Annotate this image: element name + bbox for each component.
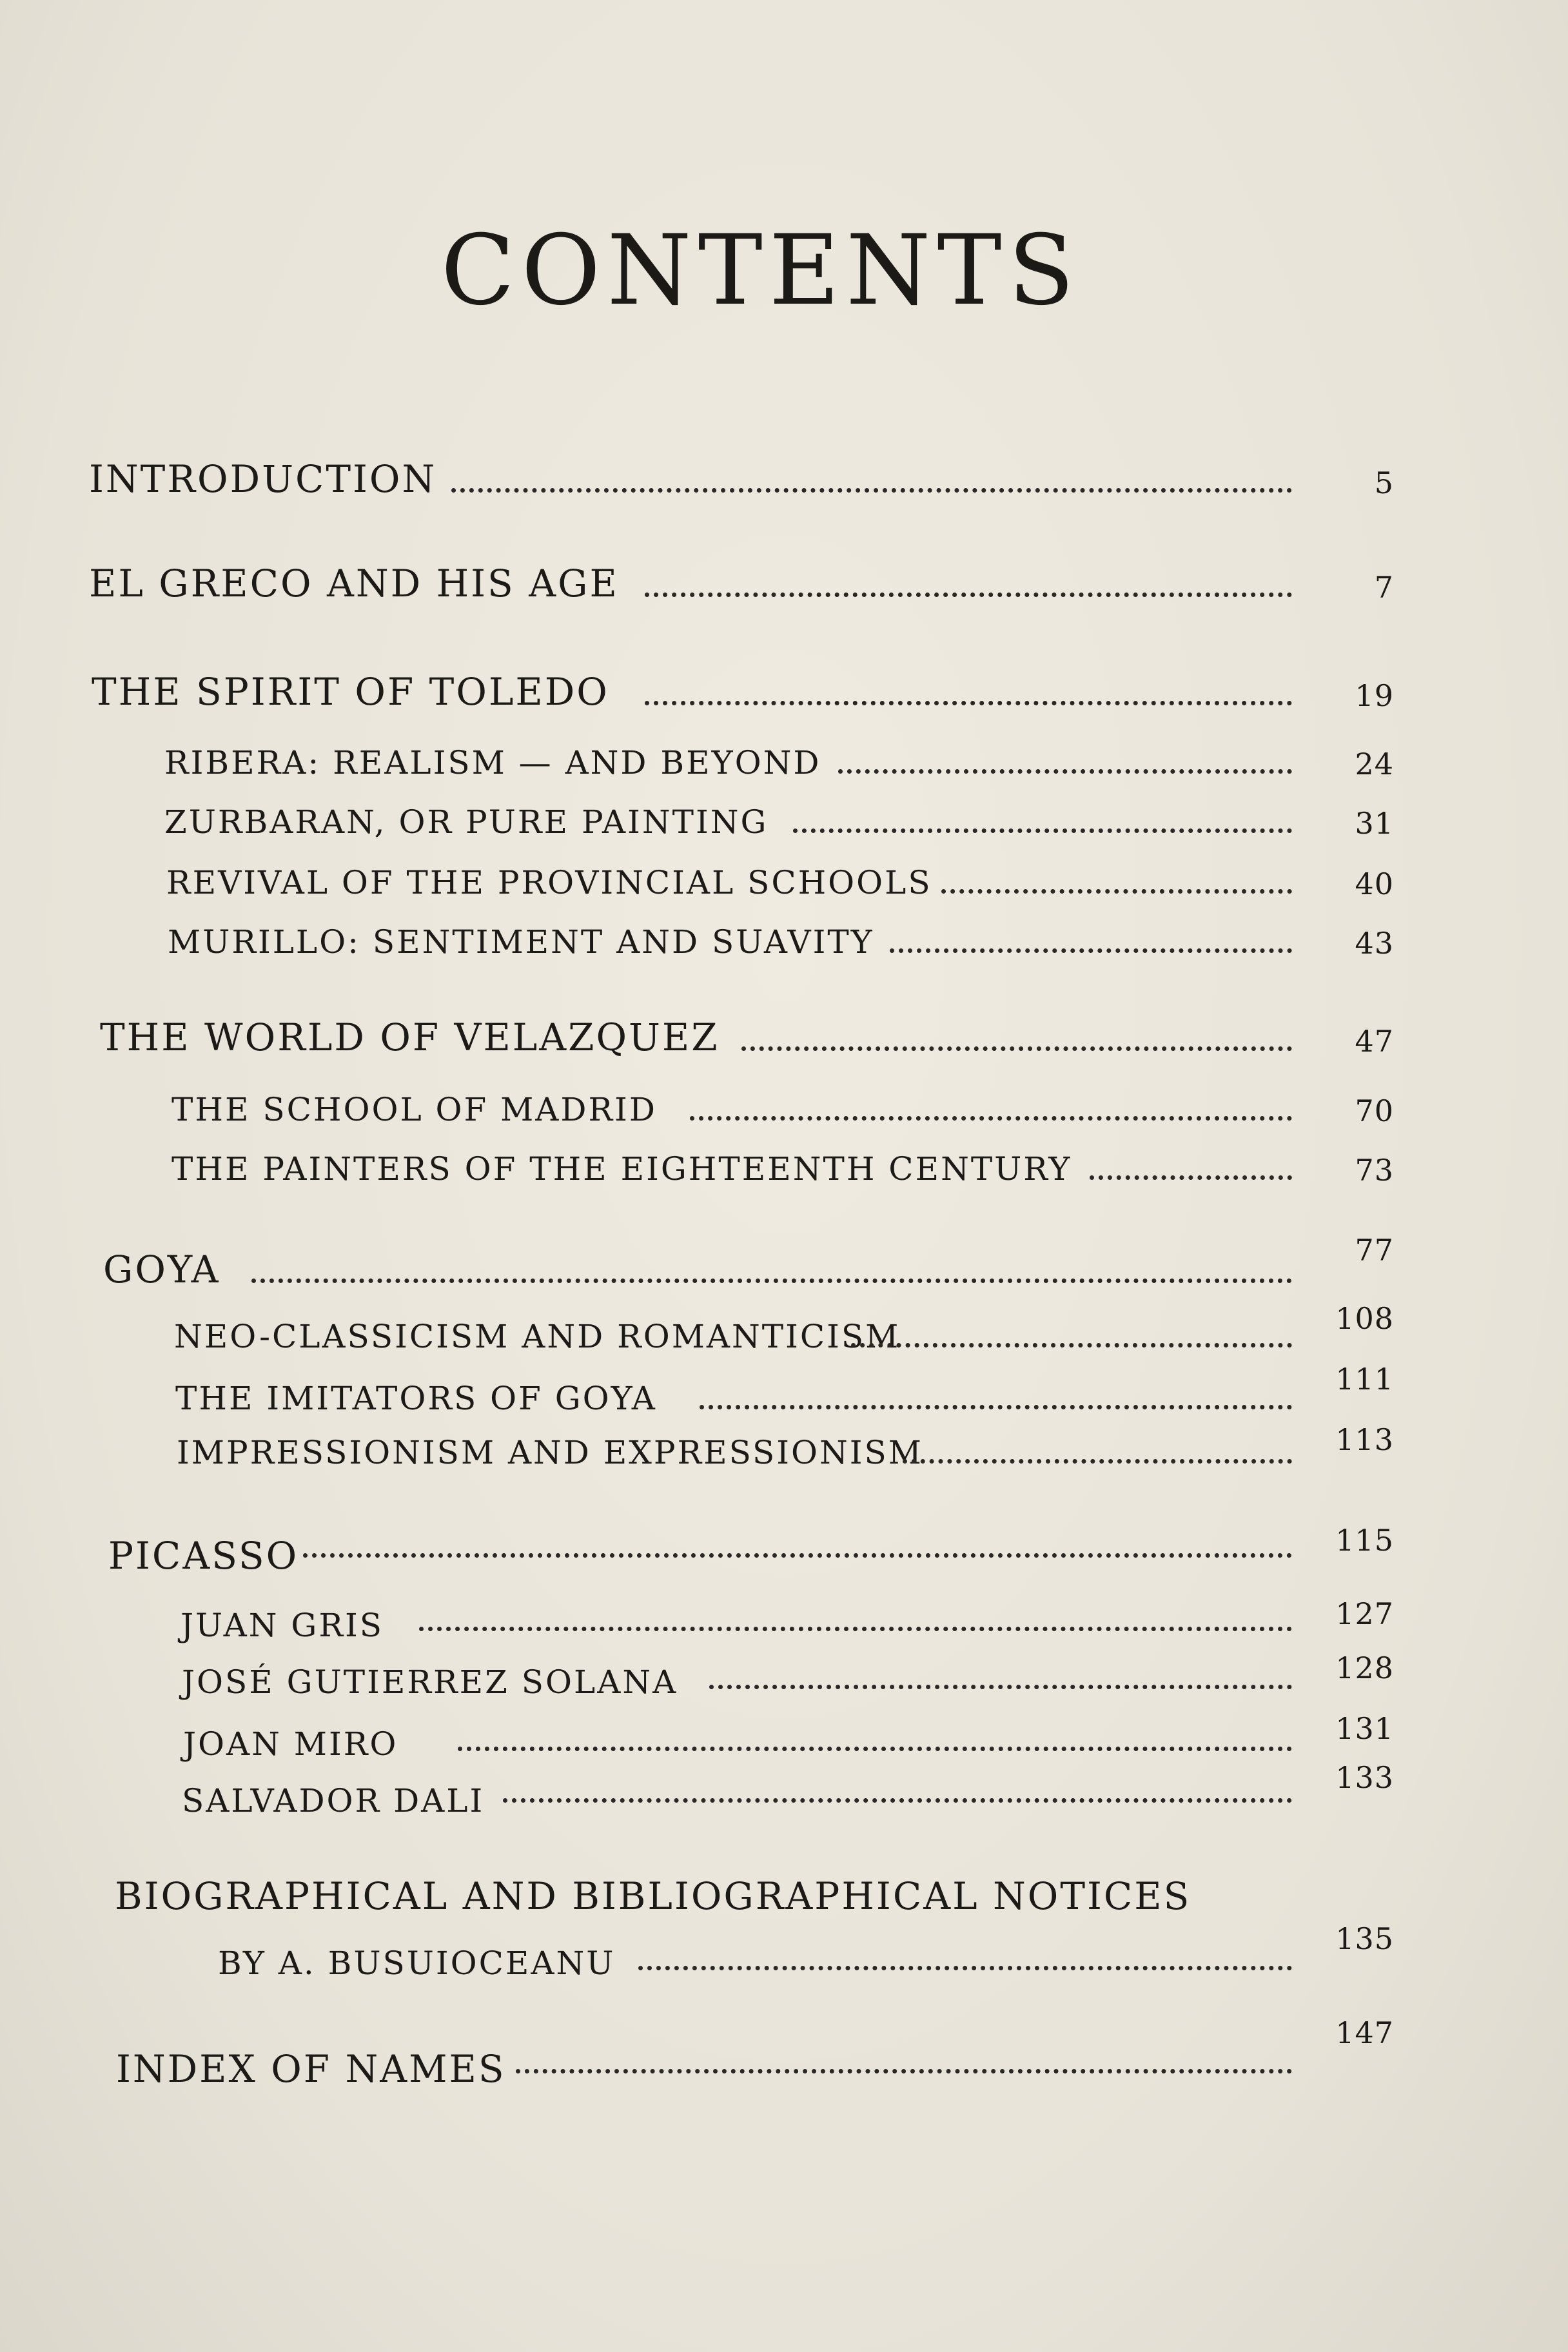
toc-entry-ribera — [0, 736, 1568, 788]
toc-label: RIBERA: REALISM — AND BEYOND — [164, 744, 821, 781]
toc-entry-salvador-dali — [0, 1760, 1568, 1826]
toc-entry-goya — [0, 1233, 1568, 1297]
toc-entry-revival-provincial-schools — [0, 856, 1568, 908]
toc-entry-neo-classicism — [0, 1301, 1568, 1362]
dot-leader — [1090, 1175, 1292, 1180]
toc-entry-imitators-of-goya — [0, 1362, 1568, 1424]
toc-page-number: 70 — [1355, 1093, 1394, 1128]
toc-entry-world-of-velazquez — [0, 1014, 1568, 1065]
dot-leader — [419, 1627, 1292, 1631]
toc-label: JOAN MIRO — [183, 1725, 398, 1763]
toc-entry-introduction — [0, 455, 1568, 507]
dot-leader — [903, 1459, 1292, 1464]
dot-leader — [851, 1343, 1292, 1348]
toc-label: INTRODUCTION — [89, 457, 437, 501]
dot-leader — [638, 1966, 1292, 1970]
dot-leader — [700, 1405, 1292, 1409]
toc-page-number: 24 — [1355, 747, 1394, 781]
toc-entry-by-busuioceanu — [0, 1921, 1568, 1988]
toc-label: MURILLO: SENTIMENT AND SUAVITY — [168, 923, 874, 961]
toc-page-number: 47 — [1355, 1024, 1394, 1059]
toc-label: ZURBARAN, OR PURE PAINTING — [164, 803, 769, 841]
toc-page-number: 108 — [1335, 1301, 1394, 1336]
toc-page-number: 115 — [1335, 1523, 1394, 1558]
toc-entry-juan-gris — [0, 1596, 1568, 1651]
toc-label: THE SPIRIT OF TOLEDO — [92, 670, 609, 714]
toc-entry-spirit-of-toledo — [0, 668, 1568, 720]
toc-label: REVIVAL OF THE PROVINCIAL SCHOOLS — [166, 864, 932, 901]
toc-page-number: 147 — [1335, 2015, 1394, 2050]
toc-entry-murillo — [0, 916, 1568, 967]
toc-label: PICASSO — [108, 1534, 299, 1578]
dot-leader — [690, 1116, 1292, 1121]
toc-label: JOSÉ GUTIERREZ SOLANA — [182, 1663, 678, 1701]
dot-leader — [303, 1553, 1292, 1558]
toc-label: THE SCHOOL OF MADRID — [172, 1091, 657, 1128]
toc-entry-zurbaran — [0, 796, 1568, 847]
dot-leader — [645, 593, 1292, 597]
toc-page-number: 7 — [1374, 570, 1394, 605]
toc-label: GOYA — [103, 1248, 220, 1291]
toc-entry-index-of-names — [0, 2015, 1568, 2097]
toc-page-number: 77 — [1355, 1233, 1394, 1268]
dot-leader — [503, 1798, 1292, 1803]
toc-entry-school-of-madrid — [0, 1083, 1568, 1135]
dot-leader — [516, 2069, 1292, 2073]
toc-label: INDEX OF NAMES — [116, 2047, 506, 2091]
toc-label: NEO-CLASSICISM AND ROMANTICISM — [174, 1318, 901, 1355]
toc-entry-biographical-notices — [0, 1872, 1568, 1924]
toc-label: BY A. BUSUIOCEANU — [218, 1945, 616, 1982]
toc-page-number: 133 — [1335, 1760, 1394, 1795]
toc-entry-jose-gutierrez-solana — [0, 1651, 1568, 1707]
toc-page-number: 128 — [1335, 1651, 1394, 1685]
dot-leader — [838, 769, 1292, 774]
dot-leader — [741, 1046, 1292, 1051]
toc-page-number: 127 — [1335, 1596, 1394, 1631]
toc-page-number: 73 — [1355, 1153, 1394, 1188]
toc-entry-eighteenth-century — [0, 1142, 1568, 1194]
dot-leader — [251, 1279, 1292, 1283]
toc-page-number: 111 — [1335, 1362, 1394, 1396]
toc-page-number: 19 — [1355, 678, 1394, 713]
toc-entry-impressionism — [0, 1422, 1568, 1478]
dot-leader — [709, 1685, 1292, 1689]
dot-leader — [645, 701, 1292, 705]
dot-leader — [458, 1747, 1292, 1751]
toc-page-number: 135 — [1335, 1921, 1394, 1956]
toc-label: IMPRESSIONISM AND EXPRESSIONISM — [177, 1434, 923, 1471]
toc-label: THE IMITATORS OF GOYA — [175, 1380, 657, 1417]
toc-label: SALVADOR DALI — [182, 1782, 485, 1819]
toc-page-number: 40 — [1355, 867, 1394, 901]
toc-page-number: 131 — [1335, 1711, 1394, 1746]
toc-label: THE WORLD OF VELAZQUEZ — [100, 1015, 720, 1059]
toc-entry-picasso — [0, 1523, 1568, 1583]
dot-leader — [941, 889, 1292, 894]
toc-entry-el-greco — [0, 560, 1568, 611]
toc-page-number: 113 — [1335, 1422, 1394, 1457]
toc-label: BIOGRAPHICAL AND BIBLIOGRAPHICAL NOTICES — [115, 1874, 1191, 1918]
dot-leader — [451, 488, 1292, 493]
toc-page-number: 31 — [1355, 806, 1394, 841]
dot-leader — [890, 948, 1292, 953]
toc-page-number: 5 — [1374, 466, 1394, 500]
toc-label: EL GRECO AND HIS AGE — [89, 562, 619, 605]
toc-page-number: 43 — [1355, 926, 1394, 961]
toc-label: JUAN GRIS — [181, 1607, 384, 1644]
toc-entry-joan-miro — [0, 1711, 1568, 1769]
page-title: CONTENTS — [440, 215, 1081, 327]
dot-leader — [793, 828, 1292, 833]
toc-label: THE PAINTERS OF THE EIGHTEENTH CENTURY — [172, 1150, 1072, 1188]
